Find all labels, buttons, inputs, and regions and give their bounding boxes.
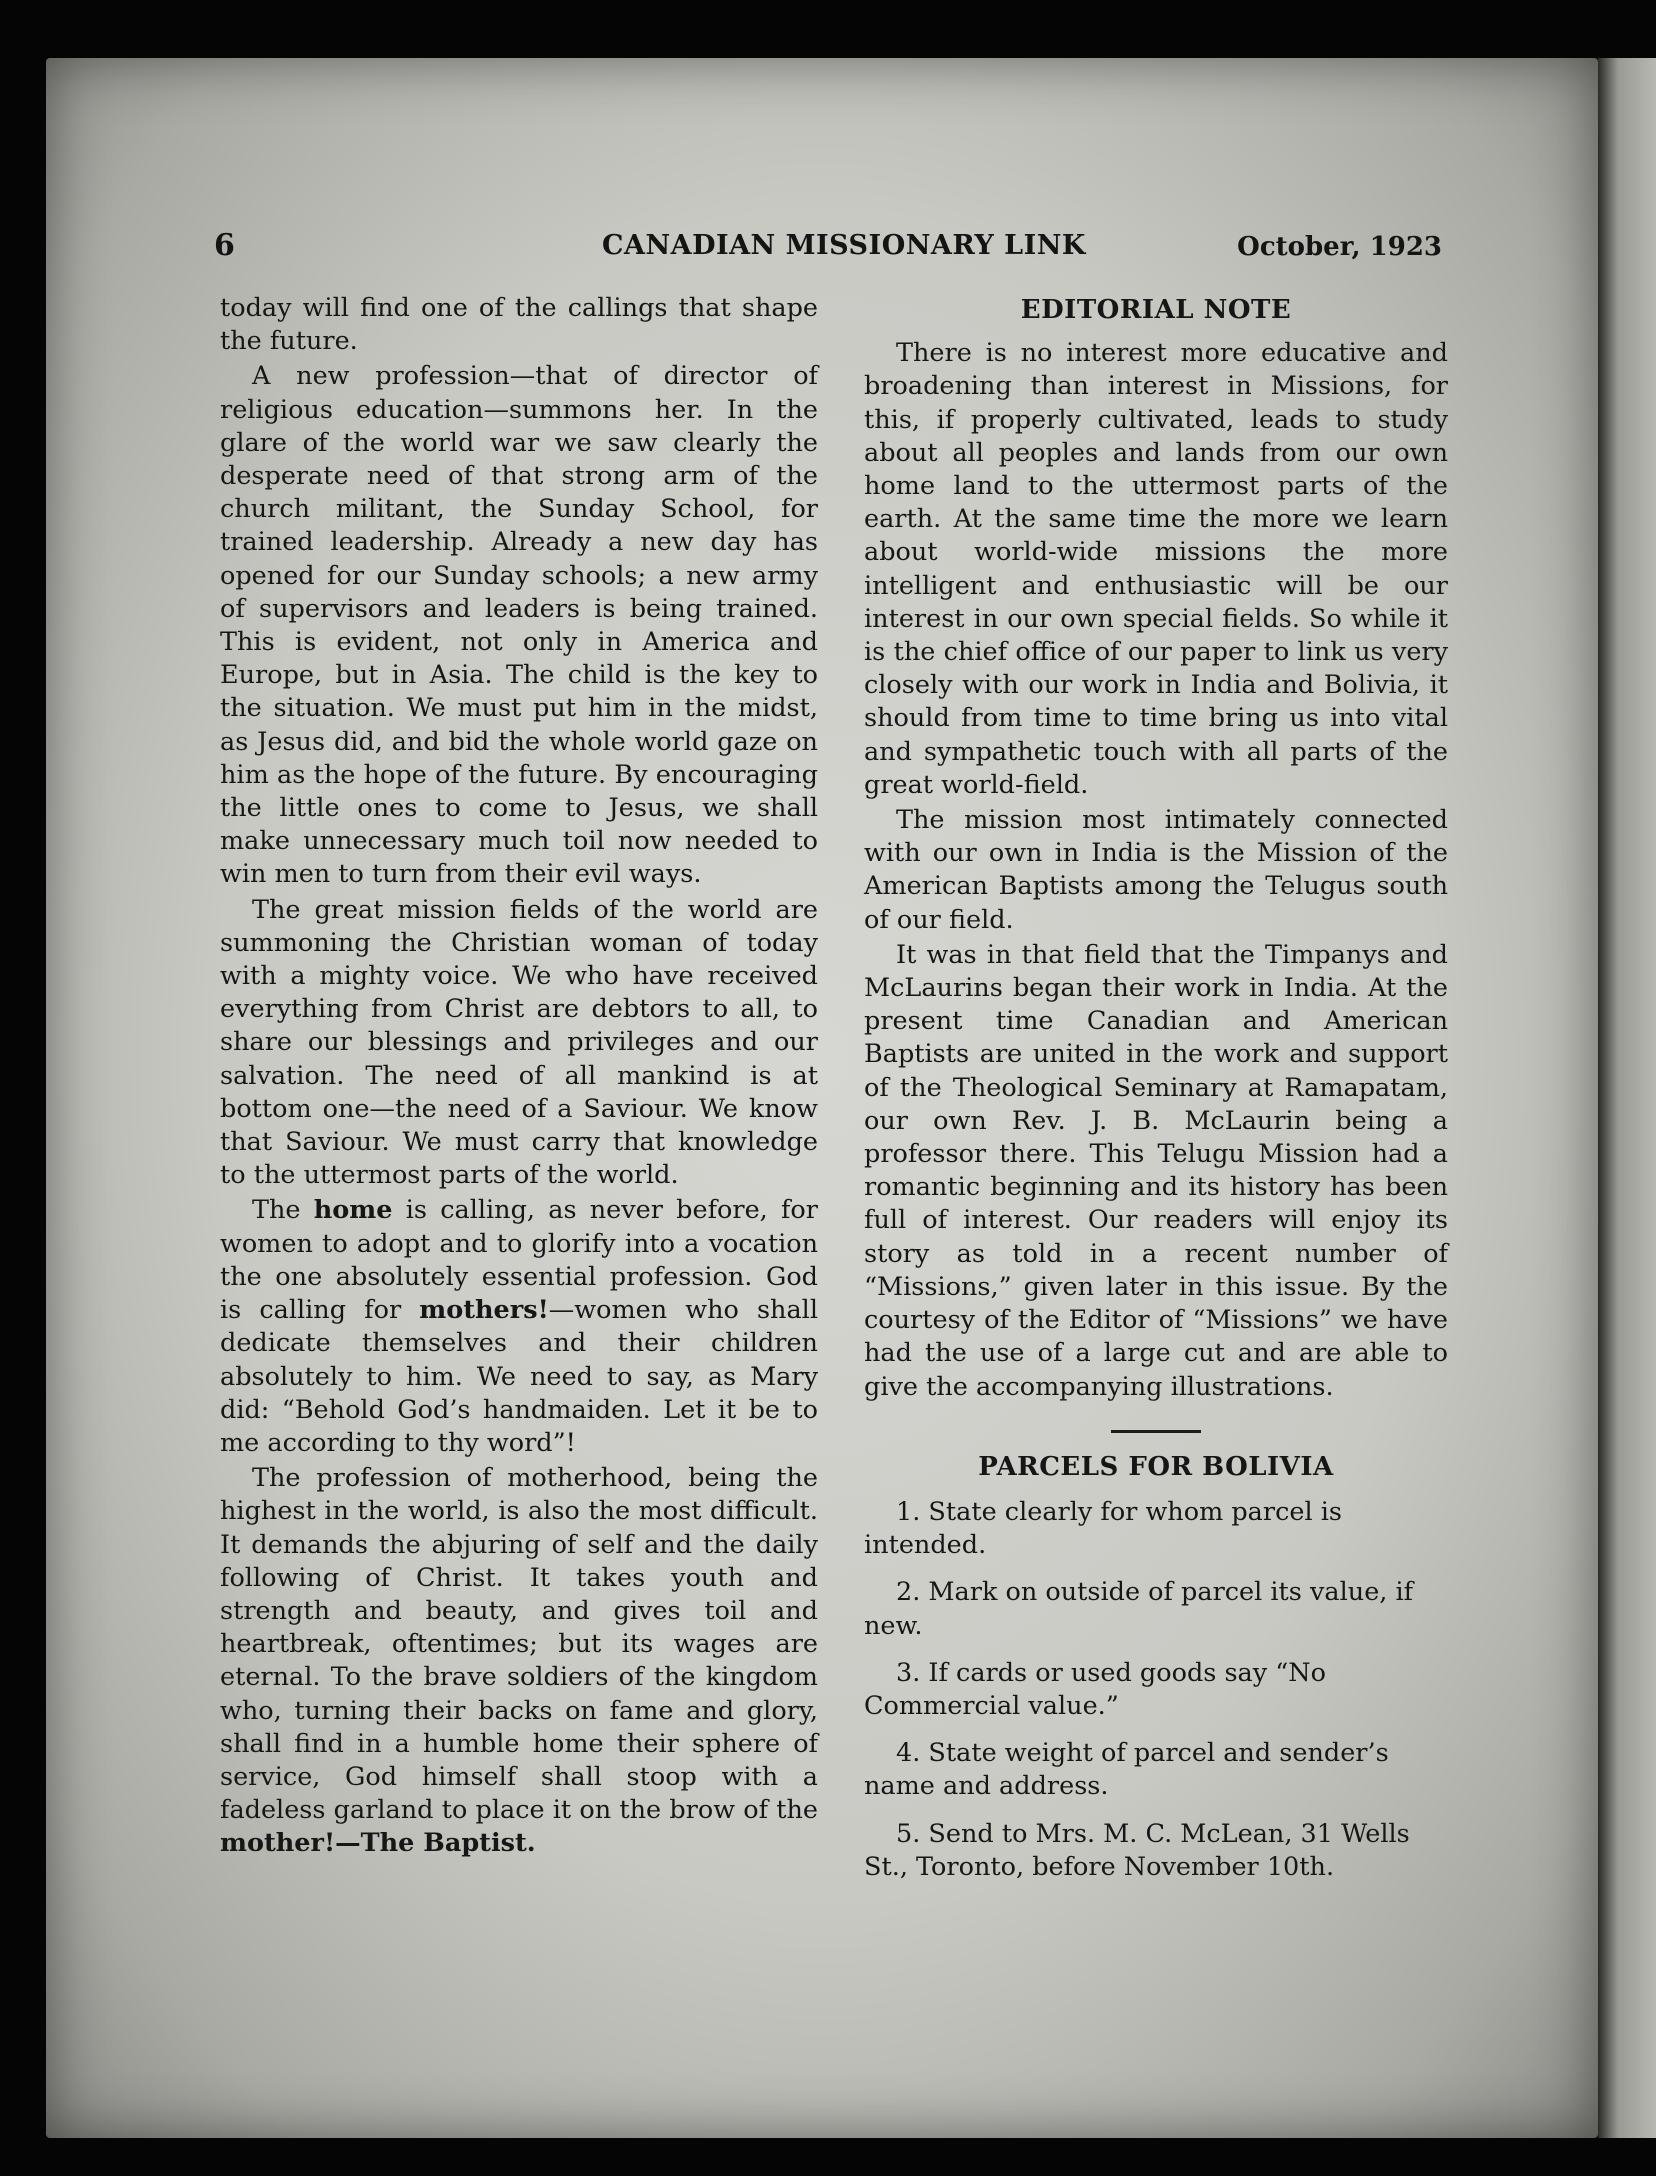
- emphasis-home: home: [313, 1195, 393, 1226]
- emphasis-mothers: mothers!: [419, 1295, 549, 1326]
- text-run: The profession of motherhood, being the highest in the world, is also the most difficult. It demands the abjuring of self and the daily following of Christ. It takes youth and strength and beauty, and gives toil and heartbreak, oftentimes; but its wages are eternal. To the brave soldiers of the kingdom who, turning their backs on fame and glory, shall find in a humble home their sphere of service, God himself shall stoop with a fadeless garland to place it on the brow of the: [220, 1463, 818, 1826]
- parcels-list-item: 4. State weight of parcel and sender’s name and address.: [864, 1738, 1389, 1802]
- editorial-paragraph: It was in that field that the Timpanys and McLaurins began their work in India. At the present time Canadian and American Baptists are united in the work and support of the Theological Seminary at Ramapatam, our own Rev. J. B. McLaurin being a professor there. This Telugu Mission had a romantic beginning and its history has been full of interest. Our readers will enjoy its story as told in a recent number of “Missions,” given later in this issue. By the courtesy of the Editor of “Missions” we have had the use of a large cut and are able to give the accompanying illustrations.: [864, 939, 1448, 1402]
- section-divider: [1111, 1430, 1201, 1433]
- article-paragraph: [220, 1462, 818, 1860]
- article-signature: mother!—The Baptist.: [220, 1828, 536, 1859]
- article-paragraph: today will find one of the callings that shape the future.: [220, 293, 818, 357]
- article-paragraph: [220, 1194, 818, 1460]
- article-paragraph: The great mission fields of the world are summoning the Christian woman of today with a mighty voice. We who have received everything from Christ are debtors to all, to share our blessings and privileges and our salvation. The need of all mankind is at bottom one—the need of a Saviour. We know that Saviour. We must carry that knowledge to the uttermost parts of the world.: [220, 894, 818, 1191]
- article-paragraph: A new profession—that of director of religious education—summons her. In the glare of the world war we saw clearly the desperate need of that strong arm of the church militant, the Sunday School, for trained leadership. Already a new day has opened for our Sunday schools; a new army of supervisors and leaders is being trained. This is evident, not only in America and Europe, but in Asia. The child is the key to the situation. We must put him in the midst, as Jesus did, and bid the whole world gaze on him as the hope of the future. By encouraging the little ones to come to Jesus, we shall make unnecessary much toil now needed to win men to turn from their evil ways.: [220, 361, 818, 890]
- parcels-list-item: 5. Send to Mrs. M. C. McLean, 31 Wells St., Toronto, before November 10th.: [864, 1818, 1410, 1882]
- text-run: —women who shall dedicate themselves and their children absolutely to him. We need to say, as Mary did: “Behold God’s handmaiden. Let it be to me according to thy word”!: [220, 1295, 818, 1458]
- issue-date: October, 1923: [1237, 232, 1442, 262]
- running-header: [214, 228, 1442, 268]
- parcels-list-item: 1. State clearly for whom parcel is intended.: [864, 1496, 1342, 1561]
- adjacent-page-edge: [1598, 58, 1656, 2138]
- left-column: [220, 292, 818, 1863]
- parcels-list-item: 2. Mark on outside of parcel its value, if new.: [864, 1577, 1414, 1641]
- parcels-heading: PARCELS FOR BOLIVIA: [978, 1451, 1334, 1482]
- right-column: [864, 292, 1448, 1898]
- page-number: 6: [214, 228, 235, 263]
- editorial-paragraph: The mission most intimately connected with our own in India is the Mission of the American Baptists among the Telugus south of our field.: [864, 805, 1448, 935]
- editorial-paragraph: There is no interest more educative and broadening than interest in Missions, for this, if properly cultivated, leads to study about all peoples and lands from our own home land to the uttermost parts of the earth. At the same time the more we learn about world-wide missions the more intelligent and enthusiastic will be our interest in our own special fields. So while it is the chief office of our paper to link us very closely with our work in India and Bolivia, it should from time to time bring us into vital and sympathetic touch with all parts of the great world-field.: [864, 338, 1448, 800]
- journal-title: CANADIAN MISSIONARY LINK: [602, 230, 1086, 261]
- parcels-list-item: 3. If cards or used goods say “No Commercial value.”: [864, 1657, 1326, 1721]
- text-run: is calling, as never before, for women to adopt and to glorify into a vocation the one absolutely essential profession. God is calling for: [220, 1195, 818, 1326]
- editorial-heading: EDITORIAL NOTE: [1020, 295, 1292, 325]
- parcels-list: [864, 1496, 1448, 1884]
- text-run: The: [252, 1195, 314, 1226]
